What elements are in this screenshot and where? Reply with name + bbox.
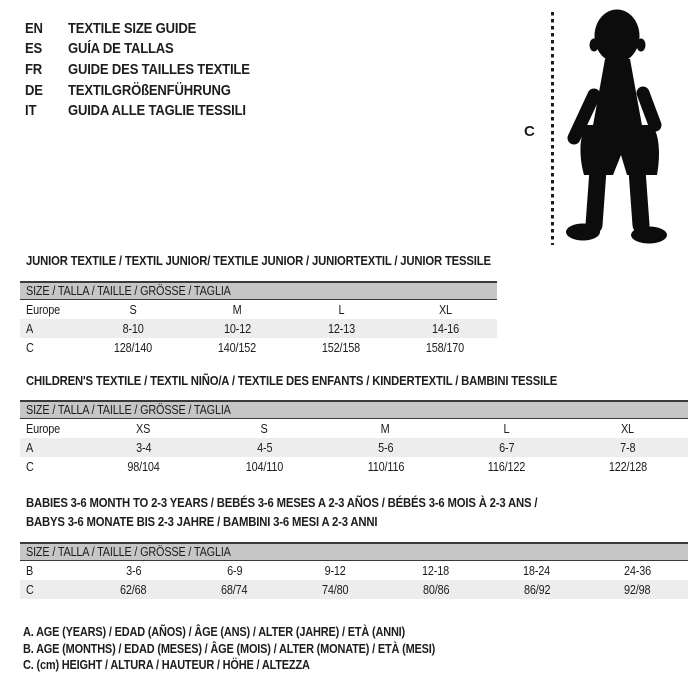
table-cell: 140/152 — [217, 340, 257, 355]
table-cell: 62/68 — [120, 582, 147, 597]
language-title: TEXTILE SIZE GUIDE — [68, 19, 197, 37]
language-row — [25, 39, 277, 60]
row-label: C — [26, 340, 34, 355]
table-cell: L — [338, 302, 344, 317]
language-row — [25, 59, 277, 80]
table-cell: 9-12 — [324, 563, 346, 578]
row-label: B — [26, 563, 34, 578]
table-cell: 12-18 — [422, 563, 450, 578]
table-row — [20, 561, 688, 580]
table-cell: 74/80 — [321, 582, 349, 597]
children-section-title: CHILDREN'S TEXTILE / TEXTIL NIÑO/A / TEXTILE DES ENFANTS / KINDERTEXTIL / BAMBINI TESSILE — [26, 373, 558, 388]
toddler-silhouette-icon — [565, 5, 697, 245]
table-cell: 7-8 — [619, 440, 636, 455]
language-code: EN — [25, 19, 43, 37]
table-cell: S — [129, 302, 137, 317]
table-cell: 10-12 — [223, 321, 251, 336]
babies-section-title: BABIES 3-6 MONTH TO 2-3 YEARS / BEBÉS 3-6 MESES A 2-3 AÑOS / BÉBÉS 3-6 MOIS À 2-3 ANS / BABYS 3-6 MONATE BIS 2-3 JAHRE / BAMBINI 3-6 MESI A 2-3 ANNI — [26, 495, 538, 529]
table-cell: 14-16 — [431, 321, 459, 336]
language-code: DE — [25, 81, 43, 99]
table-cell: 92/98 — [624, 582, 651, 597]
junior-size-table — [20, 281, 497, 357]
table-cell: 86/92 — [523, 582, 550, 597]
row-label: A — [26, 440, 34, 455]
table-cell: 3-4 — [135, 440, 152, 455]
language-row — [25, 18, 277, 39]
row-label: A — [26, 321, 34, 336]
language-code: IT — [25, 102, 37, 120]
language-title: GUÍA DE TALLAS — [68, 40, 174, 58]
table-row — [20, 419, 688, 438]
table-cell: XL — [438, 302, 452, 317]
table-row — [20, 300, 497, 319]
language-row — [25, 80, 277, 101]
table-row — [20, 580, 688, 599]
table-cell: 6-7 — [498, 440, 515, 455]
table-header-label: SIZE / TALLA / TAILLE / GRÖSSE / TAGLIA — [26, 403, 231, 417]
table-header-label: SIZE / TALLA / TAILLE / GRÖSSE / TAGLIA — [26, 284, 231, 298]
table-cell: S — [260, 421, 269, 436]
language-title: GUIDA ALLE TAGLIE TESSILI — [68, 102, 246, 120]
table-cell: 80/86 — [422, 582, 450, 597]
table-cell: XL — [621, 421, 634, 436]
table-header-bar — [20, 544, 688, 561]
table-cell: 6-9 — [226, 563, 242, 578]
table-cell: 3-6 — [125, 563, 142, 578]
table-cell: 116/122 — [487, 459, 526, 474]
table-cell: L — [503, 421, 510, 436]
table-cell: 68/74 — [221, 582, 248, 597]
legend-line-a: A. AGE (YEARS) / EDAD (AÑOS) / ÂGE (ANS) / ALTER (JAHRE) / ETÀ (ANNI) — [23, 625, 406, 639]
table-row — [20, 438, 688, 457]
table-cell: 8-10 — [122, 321, 144, 336]
language-code: FR — [25, 60, 43, 78]
row-label: Europe — [26, 421, 61, 436]
babies-size-table — [20, 542, 688, 599]
table-header-bar — [20, 402, 688, 419]
table-cell: 110/116 — [367, 459, 404, 474]
legend-line-b: B. AGE (MONTHS) / EDAD (MESES) / ÂGE (MOIS) / ALTER (MONATE) / ETÀ (MESI) — [23, 641, 436, 656]
table-cell: 12-13 — [327, 321, 355, 336]
height-marker-label: C — [524, 123, 535, 140]
children-size-table — [20, 400, 688, 476]
table-cell: 158/170 — [425, 340, 465, 355]
table-row — [20, 319, 497, 338]
table-cell: 152/158 — [321, 340, 361, 355]
measurement-legend — [23, 624, 497, 674]
language-title: TEXTILGRÖßENFÜHRUNG — [68, 81, 231, 99]
table-header-bar — [20, 283, 497, 300]
table-header-label: SIZE / TALLA / TAILLE / GRÖSSE / TAGLIA — [26, 545, 231, 559]
table-cell: 4-5 — [256, 440, 273, 455]
height-dashed-line — [551, 12, 554, 245]
table-cell: 122/128 — [608, 459, 647, 474]
table-cell: XS — [136, 421, 151, 436]
table-cell: 18-24 — [523, 563, 551, 578]
table-cell: M — [232, 302, 242, 317]
language-row — [25, 100, 277, 121]
row-label: C — [26, 459, 34, 474]
table-cell: 128/140 — [113, 340, 153, 355]
table-cell: 24-36 — [624, 563, 652, 578]
table-row — [20, 457, 688, 476]
row-label: C — [26, 582, 34, 597]
row-label: Europe — [26, 302, 61, 317]
language-code: ES — [25, 40, 43, 58]
language-list — [25, 18, 277, 121]
table-cell: 5-6 — [377, 440, 394, 455]
junior-section-title: JUNIOR TEXTILE / TEXTIL JUNIOR/ TEXTILE JUNIOR / JUNIORTEXTIL / JUNIOR TESSILE — [26, 253, 491, 268]
table-cell: 98/104 — [127, 459, 160, 474]
legend-line-c: C. (cm) HEIGHT / ALTURA / HAUTEUR / HÖHE / ALTEZZA — [23, 658, 310, 673]
language-title: GUIDE DES TAILLES TEXTILE — [68, 60, 250, 78]
table-cell: M — [381, 421, 390, 436]
table-cell: 104/110 — [245, 459, 284, 474]
table-row — [20, 338, 497, 357]
